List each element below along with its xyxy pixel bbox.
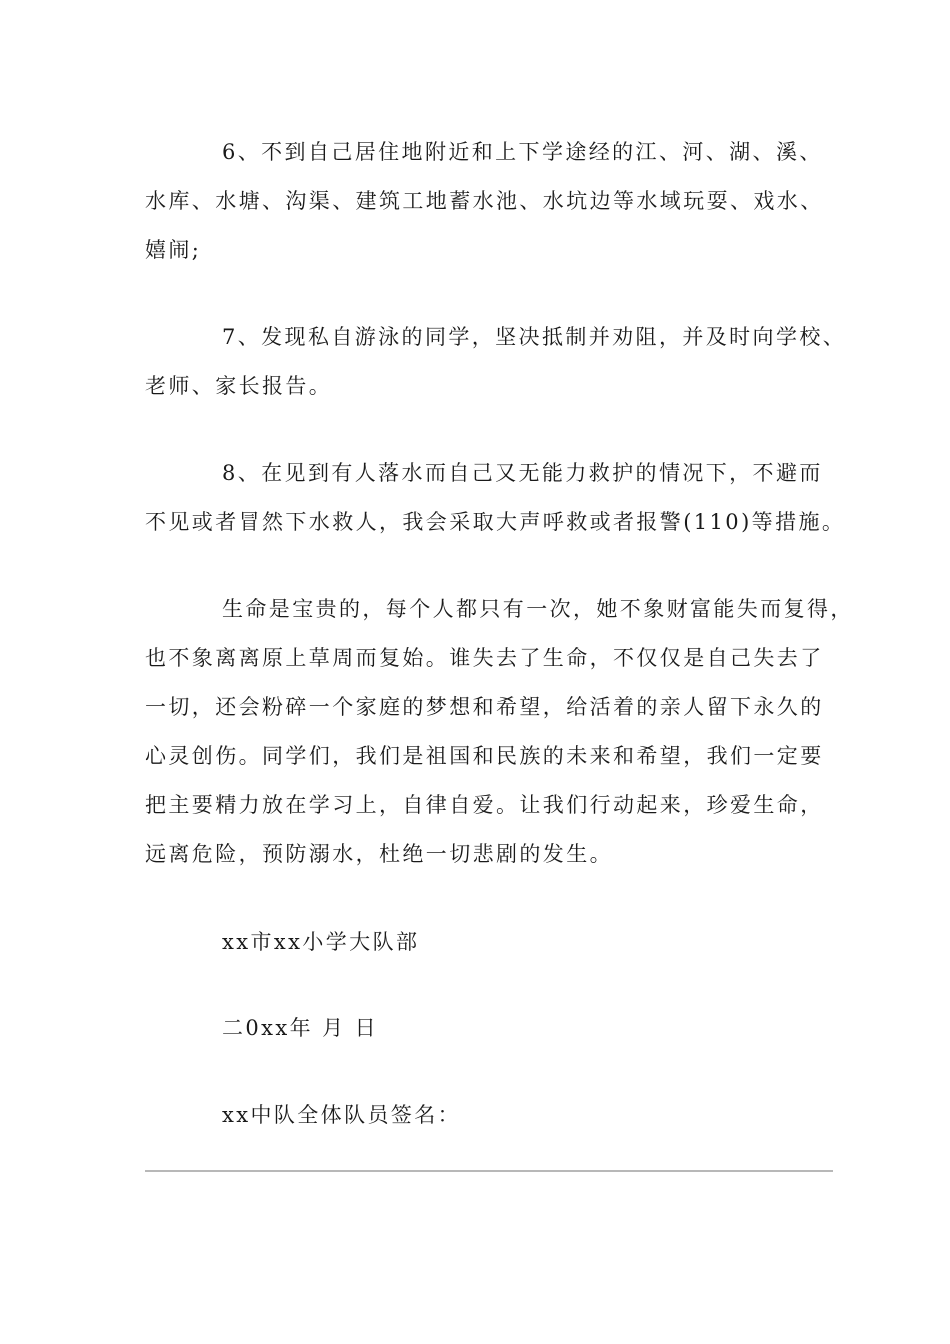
paragraph-life-line-3: 一切，还会粉碎一个家庭的梦想和希望，给活着的亲人留下永久的 (145, 695, 824, 719)
paragraph-8-line-2: 不见或者冒然下水救人，我会采取大声呼救或者报警(110)等措施。 (145, 510, 846, 534)
paragraph-6-line-2: 水库、水塘、沟渠、建筑工地蓄水池、水坑边等水域玩耍、戏水、 (145, 189, 824, 213)
paragraph-life-line-5: 把主要精力放在学习上，自律自爱。让我们行动起来，珍爱生命， (145, 793, 824, 817)
signature-date: 二0xx年 月 日 (222, 1016, 378, 1040)
paragraph-7-line-2: 老师、家长报告。 (145, 374, 333, 398)
footer-divider (145, 1170, 833, 1172)
paragraph-6-line-3: 嬉闹; (145, 238, 202, 262)
paragraph-6-line-1: 6、不到自己居住地附近和上下学途经的江、河、湖、溪、 (222, 140, 823, 164)
paragraph-life-line-2: 也不象离离原上草周而复始。谁失去了生命，不仅仅是自己失去了 (145, 646, 824, 670)
paragraph-life-line-4: 心灵创伤。同学们，我们是祖国和民族的未来和希望，我们一定要 (145, 744, 824, 768)
paragraph-8-line-1: 8、在见到有人落水而自己又无能力救护的情况下，不避而 (222, 461, 823, 485)
signature-org: xx市xx小学大队部 (222, 930, 420, 954)
signature-members: xx中队全体队员签名： (222, 1103, 462, 1127)
paragraph-7-line-1: 7、发现私自游泳的同学，坚决抵制并劝阻，并及时向学校、 (222, 325, 847, 349)
paragraph-life-line-6: 远离危险，预防溺水，杜绝一切悲剧的发生。 (145, 842, 613, 866)
paragraph-life-line-1: 生命是宝贵的，每个人都只有一次，她不象财富能失而复得， (222, 597, 854, 621)
